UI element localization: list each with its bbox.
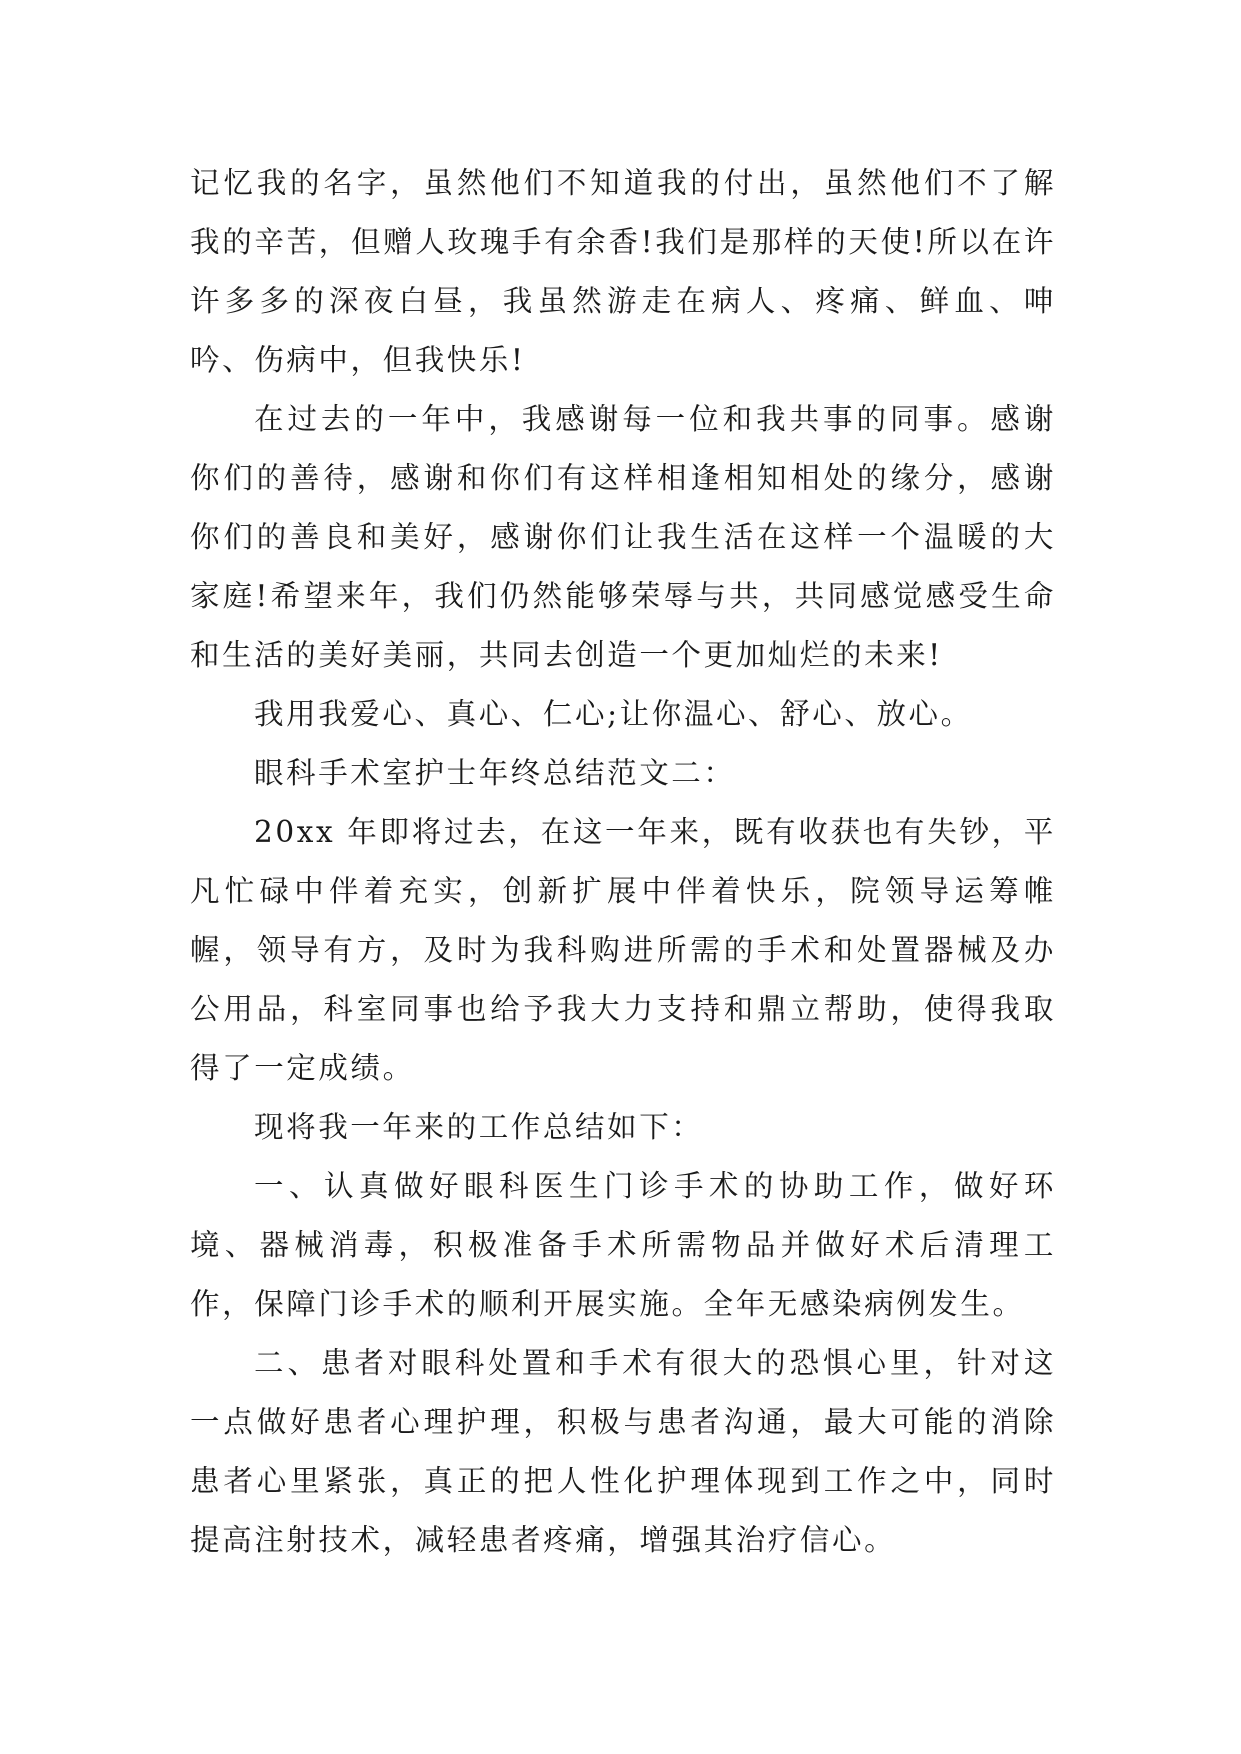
section-heading: 眼科手术室护士年终总结范文二：	[254, 756, 736, 790]
paragraph-2: 在过去的一年中，我感谢每一位和我共事的同事。感谢你们的善待，感谢和你们有这样相逢相知相处的缘分，感谢你们的善良和美好，感谢你们让我生活在这样一个温暖的大家庭!希望来年，我们仍然能够荣辱与共，共同感觉感受生命和生活的美好美丽，共同去创造一个更加灿烂的未来!	[190, 402, 1056, 672]
paragraph-5: 20xx 年即将过去，在这一年来，既有收获也有失钞，平凡忙碌中伴着充实，创新扩展中伴着快乐，院领导运筹帷幄，领导有方，及时为我科购进所需的手术和处置器械及办公用品，科室同事也给予我大力支持和鼎立帮助，使得我取得了一定成绩。	[190, 815, 1056, 1085]
document-body	[190, 154, 1056, 1570]
paragraph-3: 我用我爱心、真心、仁心;让你温心、舒心、放心。	[254, 697, 973, 731]
paragraph-1: 记忆我的名字，虽然他们不知道我的付出，虽然他们不了解我的辛苦，但赠人玫瑰手有余香!我们是那样的天使!所以在许许多多的深夜白昼，我虽然游走在病人、疼痛、鲜血、呻吟、伤病中，但我快乐!	[190, 166, 1056, 377]
paragraph-7: 一、认真做好眼科医生门诊手术的协助工作，做好环境、器械消毒，积极准备手术所需物品并做好术后清理工作，保障门诊手术的顺利开展实施。全年无感染病例发生。	[190, 1169, 1056, 1321]
paragraph-6: 现将我一年来的工作总结如下：	[254, 1110, 704, 1144]
paragraph-8: 二、患者对眼科处置和手术有很大的恐惧心里，针对这一点做好患者心理护理，积极与患者沟通，最大可能的消除患者心里紧张，真正的把人性化护理体现到工作之中，同时提高注射技术，减轻患者疼痛，增强其治疗信心。	[190, 1346, 1056, 1557]
